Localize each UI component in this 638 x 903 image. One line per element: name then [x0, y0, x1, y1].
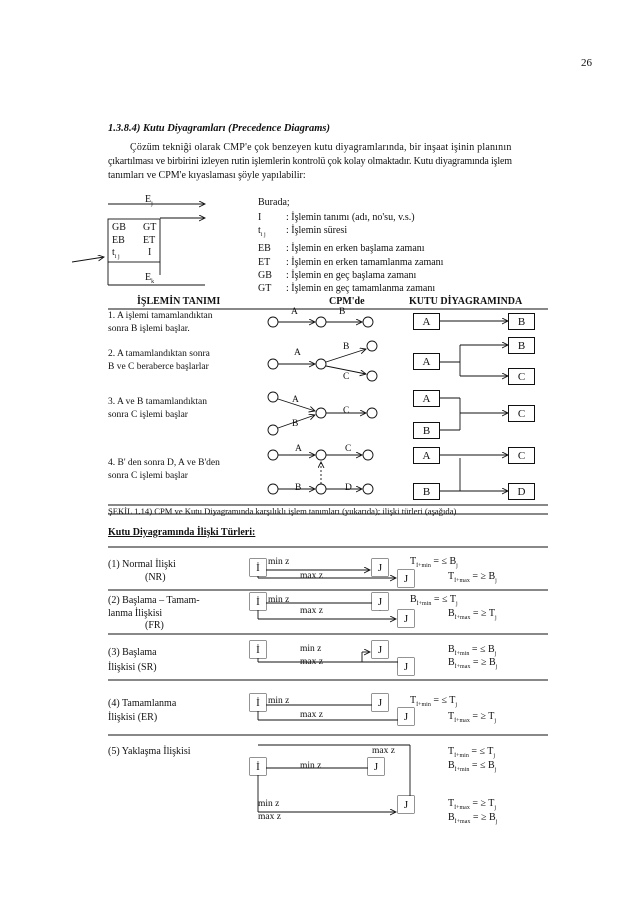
legend-row: I : İşlemin tanımı (adı, no'su, v.s.) [258, 212, 415, 223]
paragraph-line-1: Çözüm tekniği olarak CMP'e çok benzeyen kutu diyagramlarında, bir inşaat işinin planının [130, 142, 512, 153]
rel4-maxz: max z [300, 710, 323, 720]
box1-a: A [413, 313, 440, 330]
header-box-diagram: KUTU DİYAGRAMINDA [409, 296, 523, 307]
paragraph-line-3: tanımları ve CPM'e kıyaslaması şöyle yapılabilir: [108, 170, 306, 181]
box2-c: C [508, 368, 535, 385]
cpm4-label-d: D [345, 483, 352, 493]
rel3-label: (3) Başlama İlişkisi (SR) [108, 647, 157, 673]
rel4-box-j: J [372, 694, 388, 711]
legend-row: GB : İşlemin en geç başlama zamanı [258, 269, 417, 281]
rel5-formula-2: $B_{İ+min}$ = ≤ $B_j$ [448, 760, 497, 773]
rel1-minz: min z [268, 557, 290, 567]
rel3-box-j2: J [398, 658, 414, 675]
cpm4-label-b: B [295, 483, 302, 493]
box4-b: B [413, 483, 440, 500]
rel1-box-j2: J [398, 570, 414, 587]
legend-heading: Burada; [258, 197, 290, 208]
box3-a: A [413, 390, 440, 407]
legend-row: $t_{i j}$ : İşlemin süresi [258, 225, 348, 239]
rel3-formula-2: $B_{İ+max}$ = ≥ $B_j$ [448, 657, 498, 670]
rel5-minz: min z [300, 761, 322, 771]
legend-tij: $t_{i j}$ [112, 247, 120, 260]
rel3-maxz: max z [300, 657, 323, 667]
rel5-formula-3: $T_{İ+max}$ = ≥ $T_j$ [448, 798, 497, 811]
rel5-box-i: İ [250, 758, 266, 775]
rel4-minz: min z [268, 696, 290, 706]
page-number: 26 [581, 57, 592, 69]
rel5-maxz-bottom: max z [258, 812, 281, 822]
figure-caption: ŞEKİL 1.14) CPM ve Kutu Diyagramında karşılıklı işlem tanımları (yukarıda); ilişki türleri (aşağıda) [108, 506, 457, 516]
cpm3-label-a: A [292, 395, 299, 405]
rel5-formula-4: $B_{İ+max}$ = ≥ $B_j$ [448, 812, 498, 825]
rel1-box-j: J [372, 559, 388, 576]
rel5-formula-1: $T_{İ+min}$ = ≤ $T_j$ [448, 746, 496, 759]
cpm2-label-b: B [343, 342, 350, 352]
rel3-formula-1: $B_{İ+min}$ = ≤ $B_j$ [448, 644, 497, 657]
rel2-formula-1: $B_{İ+min}$ = ≤ $T_j$ [410, 594, 458, 607]
box3-b: B [413, 422, 440, 439]
rel1-formula-2: $T_{İ+max}$ = ≥ $B_j$ [448, 571, 497, 584]
box4-a: A [413, 447, 440, 464]
case-2-text: 2. A tamamlandıktan sonra B ve C beraberce başlarlar [108, 349, 210, 372]
rel5-box-j2: J [398, 796, 414, 813]
case-1-text: 1. A işlemi tamamlandıktan sonra B işlemi başlar. [108, 311, 213, 334]
case-3-text: 3. A ve B tamamlandıktan sonra C işlemi başlar [108, 397, 207, 420]
cpm4-label-a: A [295, 444, 302, 454]
legend-gb: GB [112, 222, 126, 233]
rel5-maxz-top: max z [372, 746, 395, 756]
header-cpm: CPM'de [329, 296, 365, 307]
legend-ej: $E_j$ [145, 194, 153, 207]
rel2-label: (2) Başlama – Tamam- lanma İlişkisi (FR) [108, 595, 200, 631]
rel4-label: (4) Tamamlanma İlişkisi (ER) [108, 698, 177, 723]
section-title: 1.3.8.4) Kutu Diyagramları (Precedence Diagrams) [108, 123, 330, 134]
cpm2-label-a: A [294, 348, 301, 358]
legend-et: ET [143, 235, 156, 246]
legend-gt: GT [143, 222, 157, 233]
rel3-box-i: İ [250, 641, 266, 658]
cpm3-label-b: B [292, 419, 299, 429]
legend-row: ET : İşlemin en erken tamamlanma zamanı [258, 256, 444, 268]
rel4-formula-2: $T_{İ+max}$ = ≥ $T_j$ [448, 711, 497, 724]
legend-i: I [148, 247, 152, 258]
rel2-maxz: max z [300, 606, 323, 616]
header-definition: İŞLEMİN TANIMI [137, 296, 221, 307]
rel1-maxz: max z [300, 571, 323, 581]
legend-row: GT : İşlemin en geç tamamlanma zamanı [258, 283, 436, 295]
cpm3-label-c: C [343, 406, 350, 416]
rel5-box-j: J [368, 758, 384, 775]
legend-ek: $E_k$ [145, 272, 155, 285]
rel3-minz: min z [300, 644, 322, 654]
rel4-formula-1: $T_{İ+min}$ = ≤ $T_j$ [410, 695, 458, 708]
rel2-box-i: İ [250, 593, 266, 610]
rel2-box-j: J [372, 593, 388, 610]
rel1-code: (NR) [145, 572, 166, 583]
cpm1-label-b: B [339, 307, 346, 317]
box2-a: A [413, 353, 440, 370]
cpm4-label-c: C [345, 444, 352, 454]
rel5-label: (5) Yaklaşma İlişkisi [108, 746, 191, 757]
cpm1-label-a: A [291, 307, 298, 317]
rel2-minz: min z [268, 595, 290, 605]
rel4-box-j2: J [398, 708, 414, 725]
box1-b: B [508, 313, 535, 330]
box4-c: C [508, 447, 535, 464]
types-heading: Kutu Diyagramında İlişki Türleri: [108, 527, 256, 538]
rel1-formula-1: $T_{İ+min}$ = ≤ $B_j$ [410, 556, 458, 569]
legend-eb: EB [112, 235, 125, 246]
rel1-label: (1) Normal İlişki [108, 559, 176, 570]
cpm2-label-c: C [343, 372, 350, 382]
rel3-box-j: J [372, 641, 388, 658]
legend-rows [258, 211, 443, 295]
rel4-box-i: İ [250, 694, 266, 711]
rel5-minz-bottom: min z [258, 799, 280, 809]
case-4-text: 4. B' den sonra D, A ve B'den sonra C işlemi başlar [108, 458, 220, 481]
rel1-box-i: İ [250, 559, 266, 576]
rel2-formula-2: $B_{İ+max}$ = ≥ $T_j$ [448, 608, 497, 621]
paragraph-line-2: çıkartılması ve birbirini izleyen rutin işlemlerin kontrolü çok kolay olmaktadır. Kutu diyagramında işlem [108, 156, 512, 167]
box2-b: B [508, 337, 535, 354]
box4-d: D [508, 483, 535, 500]
box3-c: C [508, 405, 535, 422]
rel2-box-j2: J [398, 610, 414, 627]
legend-row: EB : İşlemin en erken başlama zamanı [258, 243, 425, 255]
